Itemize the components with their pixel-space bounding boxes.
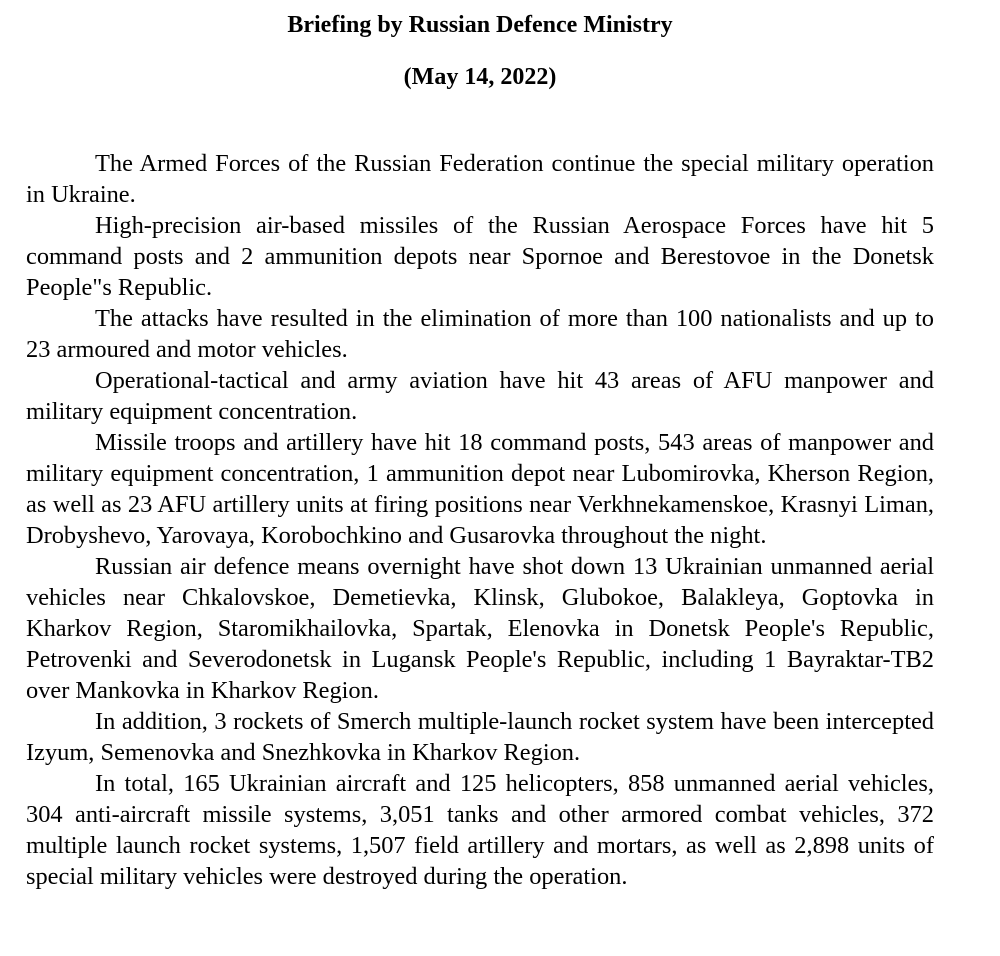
document-body — [26, 148, 934, 892]
paragraph-aerospace-strikes: High-precision air-based missiles of the Russian Aerospace Forces have hit 5 command posts and 2 ammunition depots near Spornoe and Berestovoe in the Donetsk People"s Republic. — [26, 212, 934, 301]
paragraph-air-defence: Russian air defence means overnight have shot down 13 Ukrainian unmanned aerial vehicles near Chkalovskoe, Demetievka, Klinsk, Glubokoe, Balakleya, Goptovka in Kharkov Region, Staromikhailovka, Spartak, Elenovka in Donetsk People's Republic, Petrovenki and Severodonetsk in Lugansk People's Republic, including 1 Bayraktar-TB2 over Mankovka in Kharkov Region. — [26, 553, 934, 704]
paragraph-attack-results: The attacks have resulted in the elimination of more than 100 nationalists and up to 23 armoured and motor vehicles. — [26, 305, 934, 363]
document-date: (May 14, 2022) — [403, 64, 557, 90]
paragraph-missile-troops-artillery: Missile troops and artillery have hit 18 command posts, 543 areas of manpower and military equipment concentration, 1 ammunition depot near Lubomirovka, Kherson Region, as well as 23 AFU artillery units at firing positions near Verkhnekamenskoe, Krasnyi Liman, Drobyshevo, Yarovaya, Korobochkino and Gusarovka throughout the night. — [26, 429, 934, 549]
paragraph-totals-destroyed: In total, 165 Ukrainian aircraft and 125 helicopters, 858 unmanned aerial vehicles, 304 anti-aircraft missile systems, 3,051 tanks and other armored combat vehicles, 372 multiple launch rocket systems, 1,507 field artillery and mortars, as well as 2,898 units of special military vehicles were destroyed during the operation. — [26, 770, 934, 890]
paragraph-operation-continues: The Armed Forces of the Russian Federation continue the special military operation in Ukraine. — [26, 150, 934, 208]
document-page — [26, 8, 934, 892]
paragraph-rockets-intercepted: In addition, 3 rockets of Smerch multiple-launch rocket system have been intercepted Izyum, Semenovka and Snezhkovka in Kharkov Region. — [26, 708, 934, 766]
paragraph-army-aviation: Operational-tactical and army aviation have hit 43 areas of AFU manpower and military equipment concentration. — [26, 367, 934, 425]
document-title: Briefing by Russian Defence Ministry — [287, 12, 673, 38]
